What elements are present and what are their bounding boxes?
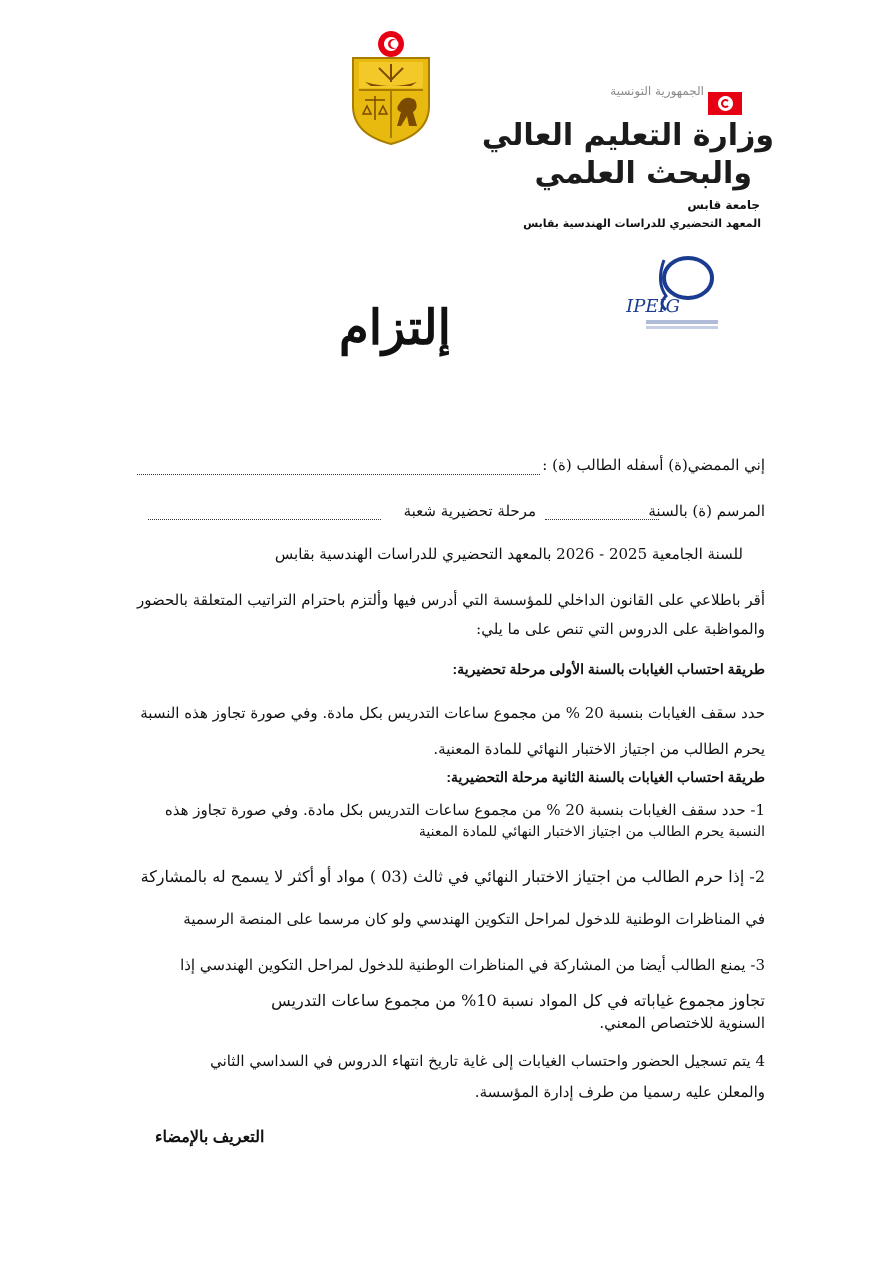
rule2-line-2: في المناظرات الوطنية للدخول لمراحل التكوين الهندسي ولو كان مرسما على المنصة الرسمية [183, 910, 765, 928]
tunisia-coat-of-arms-icon [345, 28, 437, 146]
branch-label: مرحلة تحضيرية شعبة [403, 502, 536, 520]
student-name-label: إني الممضي(ة) أسفله الطالب (ة) : [542, 456, 765, 474]
tunisia-flag-icon [708, 92, 742, 115]
page-title: إلتزام [339, 300, 451, 356]
ministry-name-line1: وزارة التعليم العالي [481, 118, 774, 153]
ministry-name-line2: والبحث العلمي [534, 156, 752, 191]
rule3-line-2: تجاوز مجموع غياباته في كل المواد نسبة 10% من مجموع ساعات التدريس [271, 991, 765, 1010]
branch-field[interactable] [148, 519, 381, 520]
section1-heading: طريقة احتساب الغيابات بالسنة الأولى مرحلة تحضيرية: [452, 661, 765, 677]
year-field[interactable] [545, 519, 659, 520]
section1-line-2: يحرم الطالب من اجتياز الاختبار النهائي للمادة المعنية. [433, 740, 765, 758]
republic-text: الجمهورية التونسية [610, 84, 704, 98]
student-name-field[interactable] [137, 474, 540, 475]
ipeig-logo [626, 252, 728, 336]
academic-year-line: للسنة الجامعية 2025 - 2026 بالمعهد التحضيري للدراسات الهندسية بقابس [274, 545, 743, 563]
intro-line-2: والمواظبة على الدروس التي تنص على ما يلي: [476, 620, 765, 638]
rule1-line-2: النسبة يحرم الطالب من اجتياز الاختبار النهائي للمادة المعنية [418, 824, 765, 840]
rule4-line-1: 4 يتم تسجيل الحضور واحتساب الغيابات إلى غاية تاريخ انتهاء الدروس في السداسي الثاني [210, 1052, 765, 1070]
year-label: المرسم (ة) بالسنة [648, 502, 765, 520]
signature-label: التعريف بالإمضاء [155, 1129, 265, 1146]
section1-line-1: حدد سقف الغيابات بنسبة 20 % من مجموع ساعات التدريس بكل مادة. وفي صورة تجاوز هذه النسبة [140, 704, 765, 722]
intro-line-1: أقر باطلاعي على القانون الداخلي للمؤسسة التي أدرس فيها وألتزم باحترام التراتيب المتعلقة بالحضور [136, 591, 765, 609]
institute-name: المعهد التحضيري للدراسات الهندسية بقابس [523, 217, 761, 230]
ministry-logo [481, 70, 788, 195]
rule4-line-2: والمعلن عليه رسميا من طرف إدارة المؤسسة. [474, 1083, 765, 1101]
rule3-line-1: 3- يمنع الطالب أيضا من المشاركة في المناظرات الوطنية للدخول لمراحل التكوين الهندسي إذا [180, 956, 765, 974]
ipeig-acronym: IPEIG [626, 296, 680, 317]
section2-heading: طريقة احتساب الغيابات بالسنة الثانية مرحلة التحضيرية: [446, 769, 765, 785]
rule1-line-1: 1- حدد سقف الغيابات بنسبة 20 % من مجموع ساعات التدريس بكل مادة. وفي صورة تجاوز هذه [164, 801, 765, 819]
rule3-line-3: السنوية للاختصاص المعني. [599, 1014, 765, 1032]
university-name: جامعة قابس [687, 198, 760, 212]
rule2-line-1: 2- إذا حرم الطالب من اجتياز الاختبار النهائي في ثالث (03 ) مواد أو أكثر لا يسمح له بالمشاركة [140, 867, 765, 886]
